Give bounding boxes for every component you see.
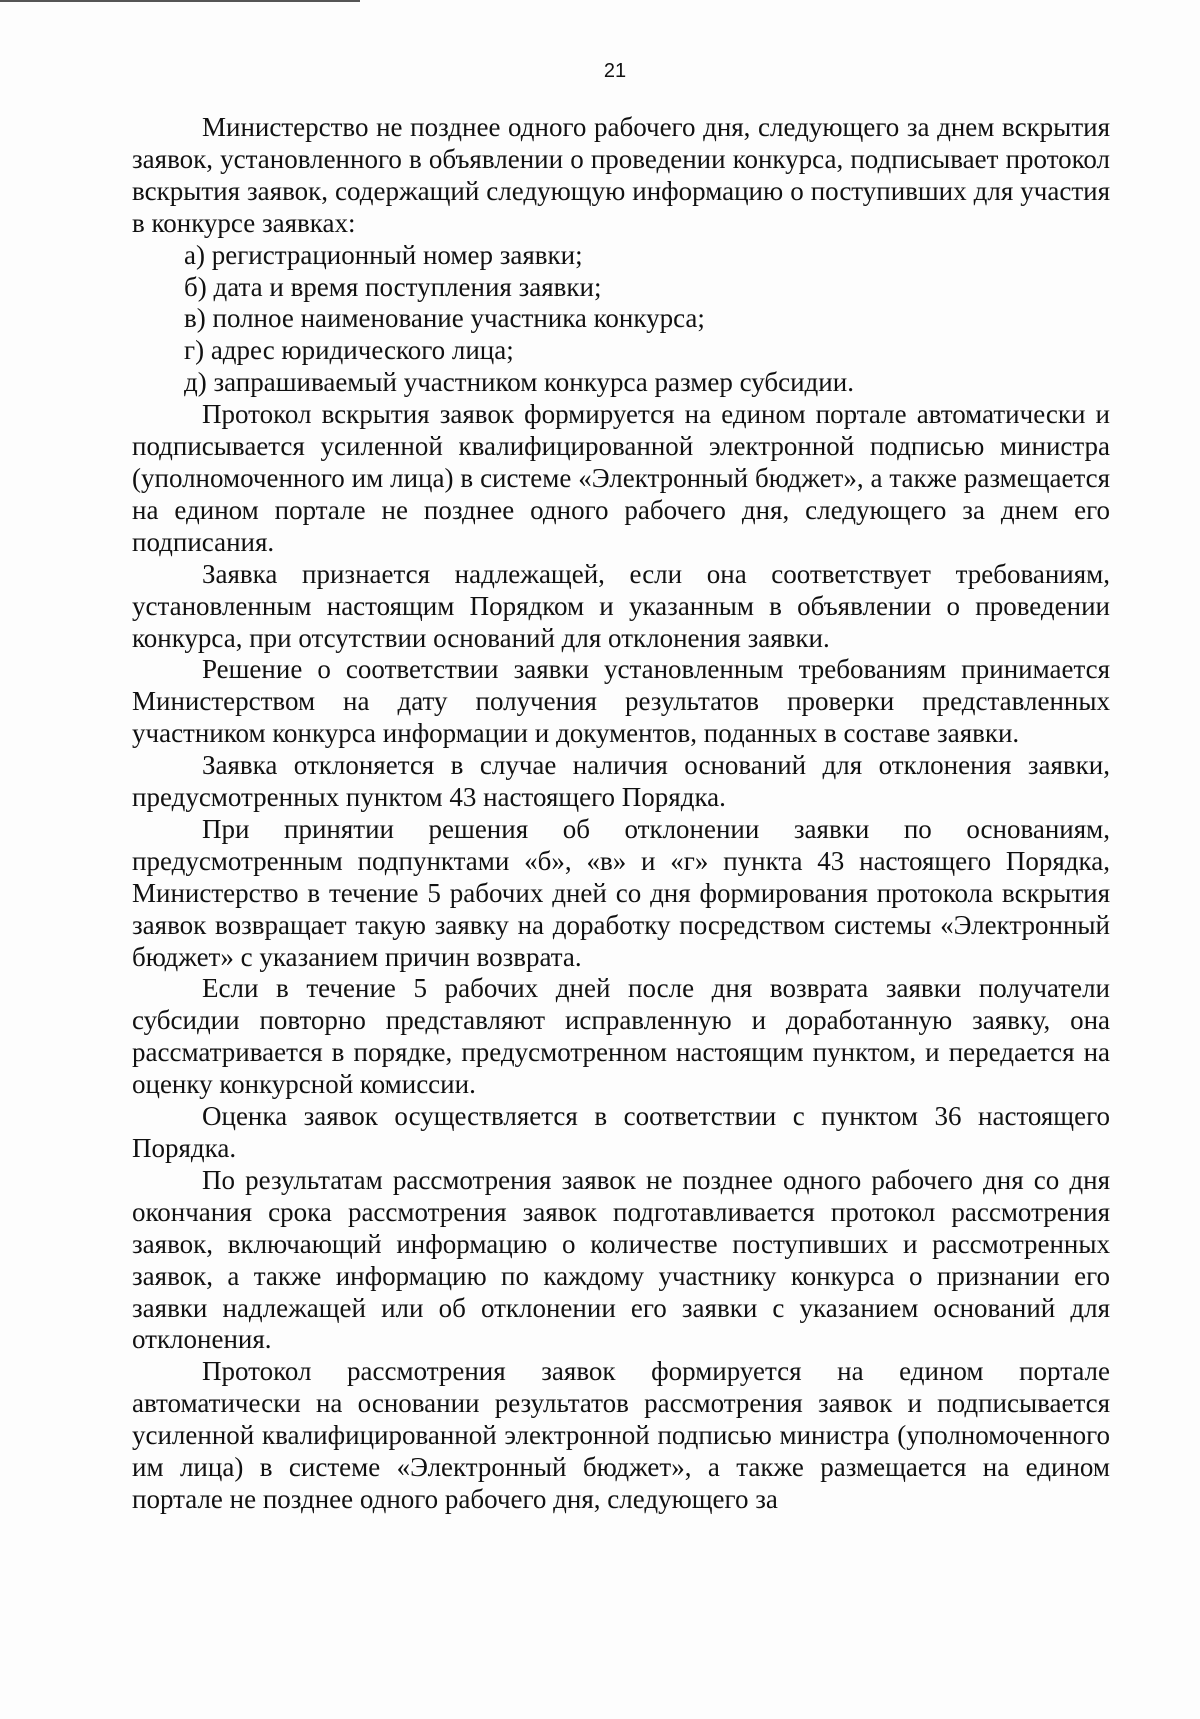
paragraph-intro: Министерство не позднее одного рабочего дня, следующего за днем вскрытия заявок, установленного в объявлении о проведении конкурса, подписывает протокол вскрытия заявок, содержащий следующую информацию о поступивших для участия в конкурсе заявках: [132, 112, 1110, 238]
document-body [132, 112, 1110, 1516]
list-item-e: д) запрашиваемый участником конкурса размер субсидии. [184, 367, 854, 398]
paragraph-evaluation: Оценка заявок осуществляется в соответствии с пунктом 36 настоящего Порядка. [132, 1101, 1110, 1163]
list-item-c: в) полное наименование участника конкурса; [184, 303, 705, 334]
paragraph-review-protocol: Протокол рассмотрения заявок формируется на едином портале автоматически на основании результатов рассмотрения заявок и подписывается усиленной квалифицированной электронной подписью министра (уполномоченного им лица) в системе «Электронный бюджет», а также размещается на едином портале не позднее одного рабочего дня, следующего за [132, 1356, 1110, 1514]
paragraph-compliance-decision: Решение о соответствии заявки установленным требованиям принимается Министерством на дату получения результатов проверки представленных участником конкурса информации и документов, поданных в составе заявки. [132, 654, 1110, 749]
paragraph-proper-application: Заявка признается надлежащей, если она соответствует требованиям, установленным настоящим Порядком и указанным в объявлении о проведении конкурса, при отсутствии оснований для отклонения заявки. [132, 558, 1110, 653]
list-item-a: а) регистрационный номер заявки; [184, 239, 583, 270]
paragraph-review-results: По результатам рассмотрения заявок не позднее одного рабочего дня со дня окончания срока рассмотрения заявок подготавливается протокол рассмотрения заявок, включающий информацию о количестве поступивших и рассмотренных заявок, а также информацию по каждому участнику конкурса о признании его заявки надлежащей или об отклонении его заявки с указанием оснований для отклонения. [132, 1164, 1110, 1355]
paragraph-resubmission: Если в течение 5 рабочих дней после дня возврата заявки получатели субсидии повторно представляют исправленную и доработанную заявку, она рассматривается в порядке, предусмотренном настоящим пунктом, и передается на оценку конкурсной комиссии. [132, 973, 1110, 1100]
paragraph-return-for-revision: При принятии решения об отклонении заявки по основаниям, предусмотренным подпунктами «б», «в» и «г» пункта 43 настоящего Порядка, Министерство в течение 5 рабочих дней со дня формирования протокола вскрытия заявок возвращает такую заявку на доработку посредством системы «Электронный бюджет» с указанием причин возврата. [132, 813, 1110, 972]
list-item-d: г) адрес юридического лица; [184, 335, 514, 366]
top-rule [0, 0, 360, 2]
paragraph-opening-protocol: Протокол вскрытия заявок формируется на едином портале автоматически и подписывается усиленной квалифицированной электронной подписью министра (уполномоченного им лица) в системе «Электронный бюджет», а также размещается на едином портале не позднее одного рабочего дня, следующего за днем его подписания. [132, 399, 1110, 557]
paragraph-rejection: Заявка отклоняется в случае наличия оснований для отклонения заявки, предусмотренных пунктом 43 настоящего Порядка. [132, 750, 1110, 813]
page-number: 21 [603, 60, 627, 82]
list-item-b: б) дата и время поступления заявки; [184, 271, 602, 302]
